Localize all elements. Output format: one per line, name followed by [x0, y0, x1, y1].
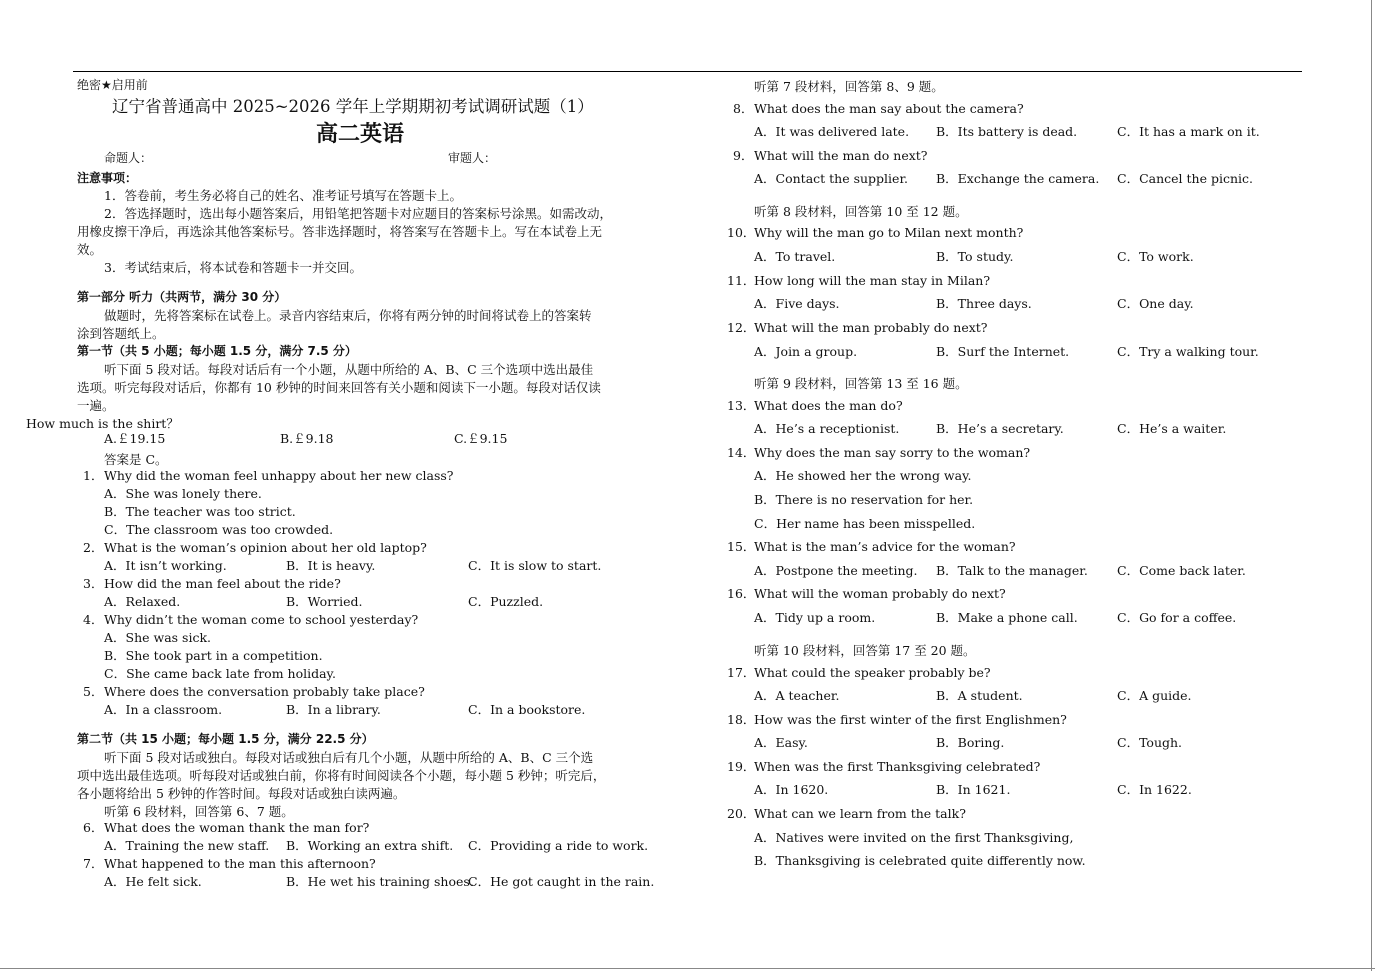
- q4-option-a: A．She was sick.: [104, 630, 212, 645]
- q16-stem: What will the woman probably do next?: [754, 586, 1006, 601]
- q15-number: 15．: [727, 539, 756, 554]
- material-7-label: 听第 7 段材料，回答第 8、9 题。: [754, 79, 944, 94]
- q17-option-c: C．A guide.: [1117, 688, 1192, 703]
- q1-option-c: C．The classroom was too crowded.: [104, 522, 334, 537]
- q14-option-a: A．He showed her the wrong way.: [754, 468, 972, 483]
- q7-option-b: B．He wet his training shoes.: [286, 874, 474, 889]
- q9-option-b: B．Exchange the camera.: [936, 171, 1100, 186]
- section2-title: 第二节（共 15 小题；每小题 1.5 分，满分 22.5 分）: [77, 732, 374, 746]
- q11-stem: How long will the man stay in Milan?: [754, 273, 991, 288]
- bottom-edge-line: [0, 968, 1375, 969]
- section1-intro-a: 听下面 5 段对话。每段对话后有一个小题，从题中所给的 A、B、C 三个选项中选出最佳: [104, 362, 594, 377]
- q15-stem: What is the man’s advice for the woman?: [754, 539, 1016, 554]
- material-6-label: 听第 6 段材料，回答第 6、7 题。: [104, 804, 294, 819]
- q12-stem: What will the man probably do next?: [754, 320, 988, 335]
- q8-number: 8．: [733, 101, 754, 116]
- q20-stem: What can we learn from the talk?: [754, 806, 966, 821]
- example-question: How much is the shirt？: [26, 416, 179, 431]
- q4-stem: Why didn’t the woman come to school yesterday?: [104, 612, 419, 627]
- q1-number: 1．: [83, 468, 104, 483]
- q2-option-b: B．It is heavy.: [286, 558, 376, 573]
- top-rule: [73, 71, 1302, 72]
- section1-intro-c: 一遍。: [77, 398, 115, 413]
- q7-option-c: C．He got caught in the rain.: [468, 874, 655, 889]
- q16-number: 16．: [727, 586, 756, 601]
- q10-stem: Why will the man go to Milan next month?: [754, 225, 1024, 240]
- material-10-label: 听第 10 段材料，回答第 17 至 20 题。: [754, 643, 976, 658]
- q20-number: 20．: [727, 806, 756, 821]
- q6-option-a: A．Training the new staff.: [104, 838, 270, 853]
- q19-number: 19．: [727, 759, 756, 774]
- q12-option-c: C．Try a walking tour.: [1117, 344, 1259, 359]
- q14-stem: Why does the man say sorry to the woman?: [754, 445, 1031, 460]
- section2-intro-c: 各小题将给出 5 秒钟的作答时间。每段对话或独白读两遍。: [77, 786, 406, 801]
- material-9-label: 听第 9 段材料，回答第 13 至 16 题。: [754, 376, 968, 391]
- q12-option-b: B．Surf the Internet.: [936, 344, 1070, 359]
- q15-option-a: A．Postpone the meeting.: [754, 563, 918, 578]
- q4-option-c: C．She came back late from holiday.: [104, 666, 336, 681]
- q4-number: 4．: [83, 612, 104, 627]
- q3-option-b: B．Worried.: [286, 594, 363, 609]
- q14-number: 14．: [727, 445, 756, 460]
- q19-option-b: B．In 1621.: [936, 782, 1011, 797]
- q18-option-a: A．Easy.: [754, 735, 808, 750]
- exam-title: 辽宁省普通高中 2025~2026 学年上学期期初考试调研试题（1）: [112, 97, 594, 116]
- q3-number: 3．: [83, 576, 104, 591]
- section1-title: 第一节（共 5 小题；每小题 1.5 分，满分 7.5 分）: [77, 344, 357, 358]
- q7-option-a: A．He felt sick.: [104, 874, 202, 889]
- q13-stem: What does the man do?: [754, 398, 903, 413]
- notice-item-2b: 用橡皮擦干净后，再选涂其他答案标号。答非选择题时，将答案写在答题卡上。写在本试卷上无: [77, 224, 603, 239]
- section2-intro-b: 项中选出最佳选项。听每段对话或独白前，你将有时间阅读各个小题，每小题 5 秒钟；听完后，: [77, 768, 606, 783]
- q13-option-c: C．He’s a waiter.: [1117, 421, 1227, 436]
- example-option-c: C.￡9.15: [454, 431, 508, 446]
- q1-stem: Why did the woman feel unhappy about her new class?: [104, 468, 454, 483]
- part1-intro-b: 涂到答题纸上。: [77, 326, 165, 341]
- q15-option-c: C．Come back later.: [1117, 563, 1246, 578]
- q19-stem: When was the first Thanksgiving celebrated?: [754, 759, 1041, 774]
- reviewer-label: 审题人：: [448, 151, 497, 165]
- q1-option-b: B．The teacher was too strict.: [104, 504, 296, 519]
- q2-number: 2．: [83, 540, 104, 555]
- q5-stem: Where does the conversation probably take place?: [104, 684, 425, 699]
- q10-option-a: A．To travel.: [754, 249, 836, 264]
- q18-option-c: C．Tough.: [1117, 735, 1183, 750]
- q6-number: 6．: [83, 820, 104, 835]
- q16-option-b: B．Make a phone call.: [936, 610, 1078, 625]
- q10-option-b: B．To study.: [936, 249, 1014, 264]
- q20-option-a: A．Natives were invited on the first Thanksgiving,: [754, 830, 1074, 845]
- q18-stem: How was the first winter of the first Englishmen?: [754, 712, 1067, 727]
- q13-option-a: A．He’s a receptionist.: [754, 421, 900, 436]
- q5-option-c: C．In a bookstore.: [468, 702, 586, 717]
- q16-option-a: A．Tidy up a room.: [754, 610, 876, 625]
- q10-number: 10．: [727, 225, 756, 240]
- section2-intro-a: 听下面 5 段对话或独白。每段对话或独白后有几个小题，从题中所给的 A、B、C 三个选: [104, 750, 594, 765]
- q18-option-b: B．Boring.: [936, 735, 1005, 750]
- q5-number: 5．: [83, 684, 104, 699]
- q9-number: 9．: [733, 148, 754, 163]
- q11-option-a: A．Five days.: [754, 296, 840, 311]
- part1-intro-a: 做题时，先将答案标在试卷上。录音内容结束后，你将有两分钟的时间将试卷上的答案转: [104, 308, 592, 323]
- material-8-label: 听第 8 段材料，回答第 10 至 12 题。: [754, 204, 968, 219]
- notice-item-2c: 效。: [77, 242, 103, 257]
- q2-option-c: C．It is slow to start.: [468, 558, 602, 573]
- q13-number: 13．: [727, 398, 756, 413]
- notice-title: 注意事项：: [77, 171, 138, 185]
- q3-option-a: A．Relaxed.: [104, 594, 181, 609]
- example-option-b: B.￡9.18: [280, 431, 334, 446]
- author-label: 命题人：: [104, 151, 153, 165]
- q17-number: 17．: [727, 665, 756, 680]
- q10-option-c: C．To work.: [1117, 249, 1194, 264]
- q6-option-c: C．Providing a ride to work.: [468, 838, 649, 853]
- q4-option-b: B．She took part in a competition.: [104, 648, 323, 663]
- part1-title: 第一部分 听力（共两节，满分 30 分）: [77, 290, 287, 304]
- q15-option-b: B．Talk to the manager.: [936, 563, 1088, 578]
- q5-option-b: B．In a library.: [286, 702, 381, 717]
- q3-stem: How did the man feel about the ride?: [104, 576, 341, 591]
- q17-stem: What could the speaker probably be?: [754, 665, 991, 680]
- q14-option-b: B．There is no reservation for her.: [754, 492, 974, 507]
- q11-number: 11．: [727, 273, 756, 288]
- q19-option-a: A．In 1620.: [754, 782, 829, 797]
- q11-option-b: B．Three days.: [936, 296, 1032, 311]
- q8-option-c: C．It has a mark on it.: [1117, 124, 1260, 139]
- q12-option-a: A．Join a group.: [754, 344, 858, 359]
- q2-option-a: A．It isn’t working.: [104, 558, 227, 573]
- q6-stem: What does the woman thank the man for?: [104, 820, 370, 835]
- example-answer: 答案是 C。: [104, 452, 168, 467]
- example-option-a: A.￡19.15: [104, 431, 166, 446]
- q16-option-c: C．Go for a coffee.: [1117, 610, 1237, 625]
- q14-option-c: C．Her name has been misspelled.: [754, 516, 976, 531]
- right-edge-line: [1371, 0, 1372, 971]
- q7-stem: What happened to the man this afternoon?: [104, 856, 376, 871]
- q9-stem: What will the man do next?: [754, 148, 928, 163]
- q18-number: 18．: [727, 712, 756, 727]
- q17-option-a: A．A teacher.: [754, 688, 840, 703]
- section1-intro-b: 选项。听完每段对话后，你都有 10 秒钟的时间来回答有关小题和阅读下一小题。每段对话仅读: [77, 380, 601, 395]
- q12-number: 12．: [727, 320, 756, 335]
- subject-title: 高二英语: [316, 121, 405, 147]
- q9-option-c: C．Cancel the picnic.: [1117, 171, 1253, 186]
- notice-item-1: 1．答卷前，考生务必将自己的姓名、准考证号填写在答题卡上。: [104, 188, 462, 203]
- q11-option-c: C．One day.: [1117, 296, 1194, 311]
- q13-option-b: B．He’s a secretary.: [936, 421, 1064, 436]
- q9-option-a: A．Contact the supplier.: [754, 171, 909, 186]
- q8-option-a: A．It was delivered late.: [754, 124, 910, 139]
- notice-item-2a: 2．答选择题时，选出每小题答案后，用铅笔把答题卡对应题目的答案标号涂黑。如需改动，: [104, 206, 612, 221]
- q8-option-b: B．Its battery is dead.: [936, 124, 1078, 139]
- q8-stem: What does the man say about the camera?: [754, 101, 1024, 116]
- q2-stem: What is the woman’s opinion about her old laptop?: [104, 540, 427, 555]
- q5-option-a: A．In a classroom.: [104, 702, 223, 717]
- secret-label: 绝密★启用前: [77, 78, 148, 92]
- q17-option-b: B．A student.: [936, 688, 1023, 703]
- q1-option-a: A．She was lonely there.: [104, 486, 262, 501]
- q7-number: 7．: [83, 856, 104, 871]
- q3-option-c: C．Puzzled.: [468, 594, 544, 609]
- q20-option-b: B．Thanksgiving is celebrated quite differently now.: [754, 853, 1086, 868]
- q6-option-b: B．Working an extra shift.: [286, 838, 454, 853]
- q19-option-c: C．In 1622.: [1117, 782, 1192, 797]
- notice-item-3: 3．考试结束后，将本试卷和答题卡一并交回。: [104, 260, 362, 275]
